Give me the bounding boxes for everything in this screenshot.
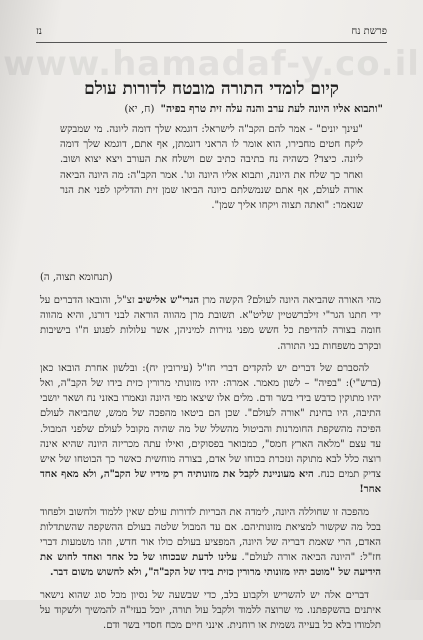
running-header [36,24,387,43]
p2-text-a: להסברם של דברים יש להקדים דברי חז"ל (עירובין יח): ובלשון אחרת הובאו כאן (ברש"י): "בפיה" – לשון מאמר. אמרה: יהיו מזונותי מרורין כזית בידו של הקב"ה, ואל יהיו מתוקין כדבש בידי בשר ודם. מלים אלו שיצאו מפי היונה ונאמרו באזני נח ושאר יושבי התיבה, היו בחינת "אורה לעולם". שכן הם ביטאו מהפכה של ממש, שהביאה לעולם הפיכה מהשקפת החומרנות והביטול מהשלל של מה שהיה מקובל לעולם שלפני המבול. עד עצם "מלאה הארץ חמס", כמבואר בפסוקים, ואילו עתה מכריזה היונה שהיא אינה רוצה כלל לבא מתוקה ונזכרת בכוחו של אדם, בצורה מוחשית כאשר כך הבוטחו של איש צדיק תמים כנח. [40,362,381,481]
article-body [40,293,381,640]
header-section-name: פרשת נח [351,26,387,37]
verse-reference: (ח, יא) [124,103,155,115]
watermark: www.hamadaf-y.co.il [3,44,420,84]
verse-text: "ותבוא אליו היונה לעת ערב והנה עלה זית טרף בפיה" [160,103,383,115]
p2-text-bold: היא מעוניינת לקבל את מזונותיה רק מידיו של הקב"ה, ולא מאף אחד אחר! [40,469,381,496]
p1-text-a: מהי האורה שהביאה היונה לעולם? הקשה מרן [198,295,381,306]
p1-name-bold: הגרי"ש אלישיב [138,295,199,306]
paragraph-1 [40,293,381,354]
verse-epigraph [40,102,383,117]
page-number: נז [36,26,43,37]
p1-text-c: זצ"ל, והובאו הדברים על ידי חתנו הגר"י זילברשטיין שליט"א. תשובת מרן מהווה הוראה לבני דורנו, והיא מהווה חומה בצורה להדיפת כל חשש מפני גזירות למיניהן, אשר עלולות לפגוע ח"ו בישיבות ובקרב משפחות בני התורה. [40,295,381,352]
midrash-quote: "עינך יונים" - אמר להם הקב"ה לישראל: דוגמא שלך דומה ליונה. מי שמבקש ליקח חטים מחבירו, הוא אומר לו הראני דוגמתן, אף אתם, דוגמא שלך דומה ליונה. כיצד? כשהיה נח בתיבה כתיב שם וישלח את העורב ויצא יצוא ושוב. ואחר כך שלח את היונה, ותבוא אליו היונה וגו'. אמר הקב"ה: מה היונה הביאה אורה לעולם, אף אתם שנמשלתם כיונה הביאו שמן זית והדליקו לפני את הנר שנאמר: "ואתה תצוה ויקחו אליך שמן". [60,124,363,212]
quote-source: (תנחומא תצוה, ה) [40,272,113,283]
paragraph-3 [40,505,381,581]
paragraph-2 [40,361,381,498]
paragraph-4 [40,588,381,634]
p3-text-bold: עלינו לדעת שבכוחו של כל אחד ואחד לחוש את הידיעה של "מוטב יהיו מזונותי מרורין כזית בידו של הקב"ה", ולא לחשוש משום דבר. [40,552,381,579]
article-title: קיום לומדי התורה מובטח לדורות עולם [84,79,339,99]
p3-text-a: מהפכה זו שחוללה היונה, לימדה את הבריות לדורות עולם שאין ללמוד ולחשוב ולפחוד בכל מה שקשור למציאת מזונותיהם. אם עד המבול שלטה בעולם ההשקפה שהשתדלות האדם, הרי שאמת דבריה של היונה, המפציע בעולם כולו אור חדש, וזהו משמעות דברי חז"ל: "היונה הביאה אורה לעולם". [40,506,382,564]
p4-text-a: דברים אלה יש להשריש ולקבוע בלב, כדי שבשעה של נסיון מכל סוג שהוא נישאר איתנים בהשקפתנו. מי שרוצה ללמוד ולקבל עול תורה, יוכל בעזי"ה להמשיך ולשקוד על תלמודו בלא כל בעייה גשמית או רוחנית. אינני חיים מכח חסדי בשר ודם. [40,589,381,632]
